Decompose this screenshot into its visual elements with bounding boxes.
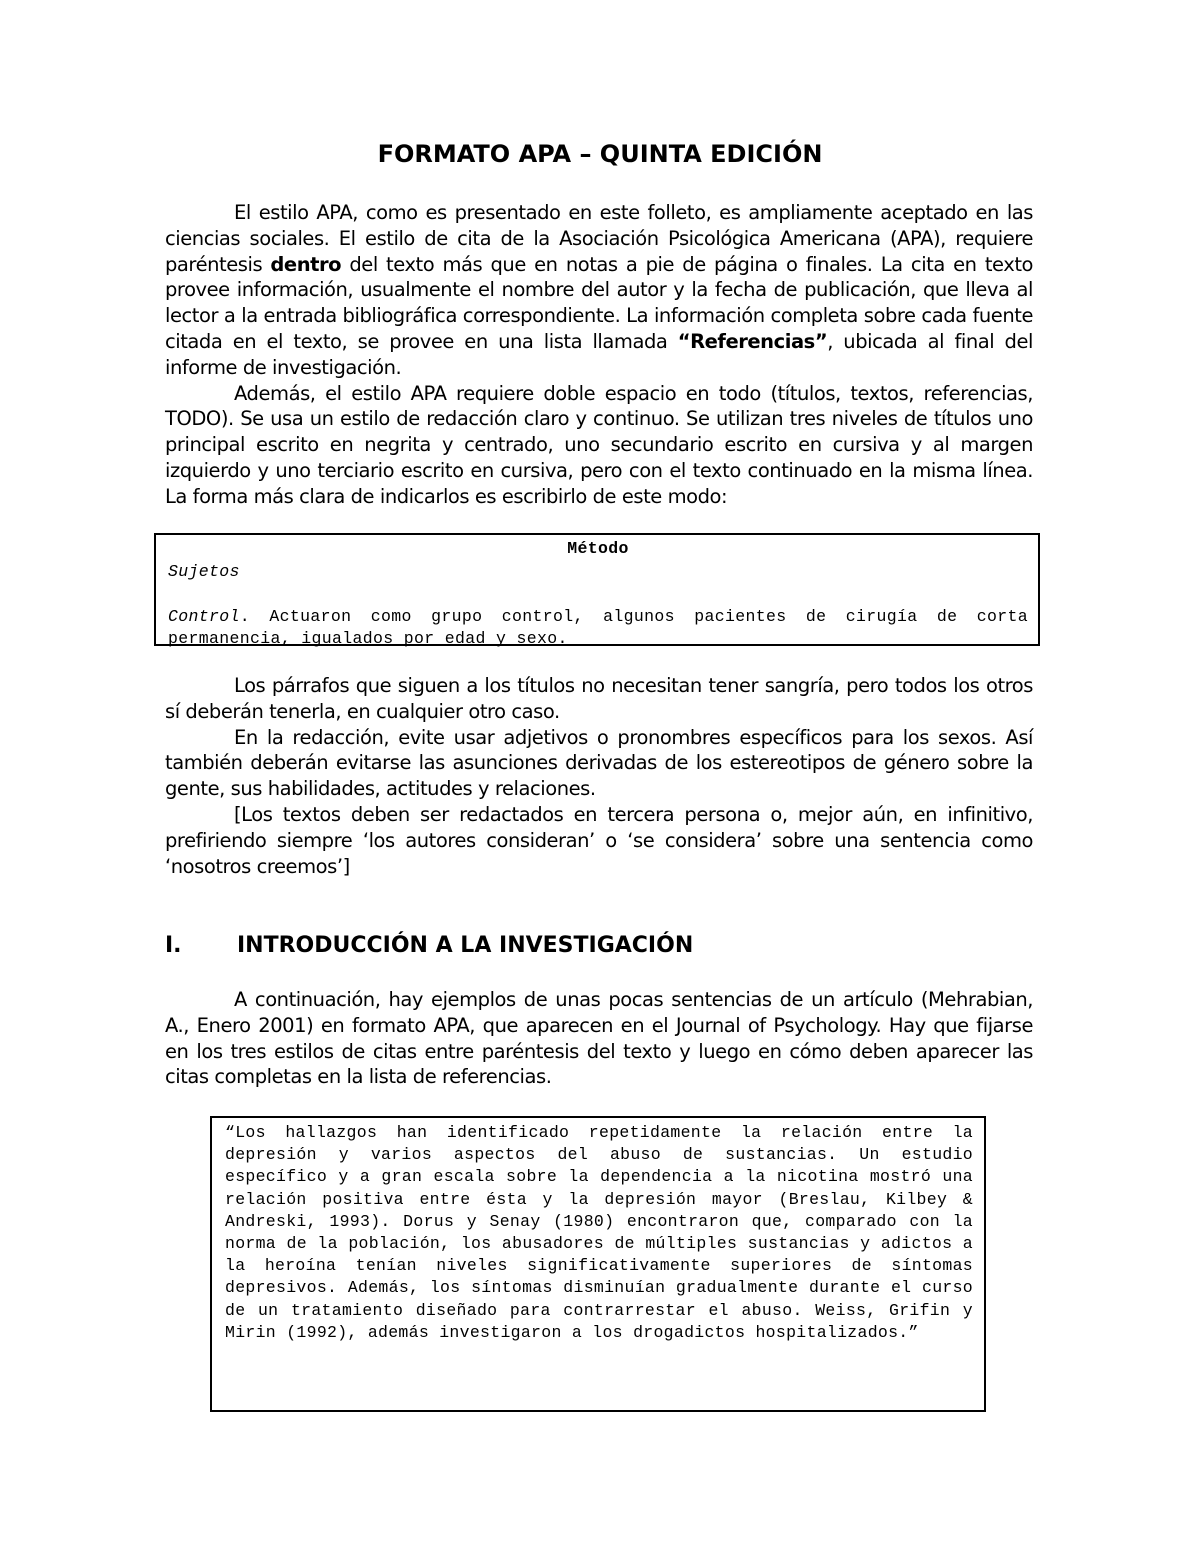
section-title: INTRODUCCIÓN A LA INVESTIGACIÓN — [237, 933, 694, 958]
method-third-level — [168, 606, 1028, 651]
middle-paragraph-2: En la redacción, evite usar adjetivos o pronombres específicos para los sexos. Así también deberán evitarse las asunciones derivadas de los estereotipos de género sobre la gente, sus habilidades, actitudes y relaciones. — [165, 725, 1033, 801]
method-blank-line — [168, 583, 1028, 606]
method-example-box — [154, 533, 1040, 646]
intro-paragraph-2: Además, el estilo APA requiere doble espacio en todo (títulos, textos, referencias, TODO). Se usa un estilo de redacción claro y continuo. Se utilizan tres niveles de títulos uno principal escrito en negrita y centrado, uno secundario escrito en cursiva y al margen izquierdo y uno terciario escrito en cursiva, pero con el texto continuado en la misma línea. La forma más clara de indicarlos es escribirlo de este modo: — [165, 381, 1033, 508]
intro-bold-referencias: “Referencias” — [677, 329, 828, 353]
section-paragraph: A continuación, hay ejemplos de unas pocas sentencias de un artículo (Mehrabian, A., Enero 2001) en formato APA, que aparecen en el Journal of Psychology. Hay que fijarse en los tres estilos de citas entre paréntesis del texto y luego en cómo deben aparecer las citas completas en la lista de referencias. — [165, 988, 1033, 1089]
middle-paragraph-3: [Los textos deben ser redactados en tercera persona o, mejor aún, en infinitivo, prefiriendo siempre ‘los autores consideran’ o ‘se considera’ sobre una sentencia como ‘nosotros creemos’] — [165, 802, 1033, 878]
page-title: FORMATO APA – QUINTA EDICIÓN — [377, 140, 823, 168]
section-heading — [165, 933, 1033, 958]
method-third-label: Control — [168, 606, 240, 626]
section-number: I. — [165, 933, 182, 958]
intro-text-a: El estilo APA, como es presentado en este folleto, es ampliamente aceptado en las ciencias sociales. El estilo de cita de la Asociación Psicológica Americana (APA), requiere paréntesis — [165, 201, 1033, 276]
middle-paragraph-1: Los párrafos que siguen a los títulos no necesitan tener sangría, pero todos los otros sí deberán tenerla, en cualquier otro caso. — [165, 674, 1033, 723]
intro-paragraph-1 — [165, 200, 1033, 381]
quote-example-box — [210, 1116, 986, 1412]
intro-section — [165, 200, 1033, 510]
method-third-text: . Actuaron como grupo control, algunos pacientes de cirugía de corta permanencia, igualados por edad y sexo. — [168, 606, 1028, 648]
intro-text-b: del texto más que en notas a pie de página o finales. La cita en texto provee información, usualmente el nombre del autor y la fecha de publicación, que lleva al lector a la entrada bibliográfica correspondiente. La información completa sobre cada fuente citada en el texto, se provee en una lista llamada — [165, 252, 1033, 353]
method-subheading: Sujetos — [168, 561, 240, 581]
quote-text: “Los hallazgos han identificado repetidamente la relación entre la depresión y varios aspectos del abuso de sustancias. Un estudio específico y a gran escala sobre la dependencia a la nicotina mostró una relación positiva entre ésta y la depresión mayor (Breslau, Kilbey & Andreski, 1993). Dorus y Senay (1980) encontraron que, comparado con la norma de la población, los abusadores de múltiples sustancias y adictos a la heroína tenían niveles significativamente superiores de síntomas depresivos. Además, los síntomas disminuían gradualmente durante el curso de un tratamiento diseñado para contrarrestar el abuso. Weiss, Grifin y Mirin (1992), además investigaron a los drogadictos hospitalizados.” — [225, 1123, 973, 1342]
intro-bold-dentro: dentro — [270, 252, 342, 276]
middle-section — [165, 673, 1033, 879]
intro-text-c: , ubicada al final del informe de investigación. — [165, 329, 1033, 379]
section-body — [165, 987, 1033, 1090]
method-heading: Método — [567, 539, 629, 558]
